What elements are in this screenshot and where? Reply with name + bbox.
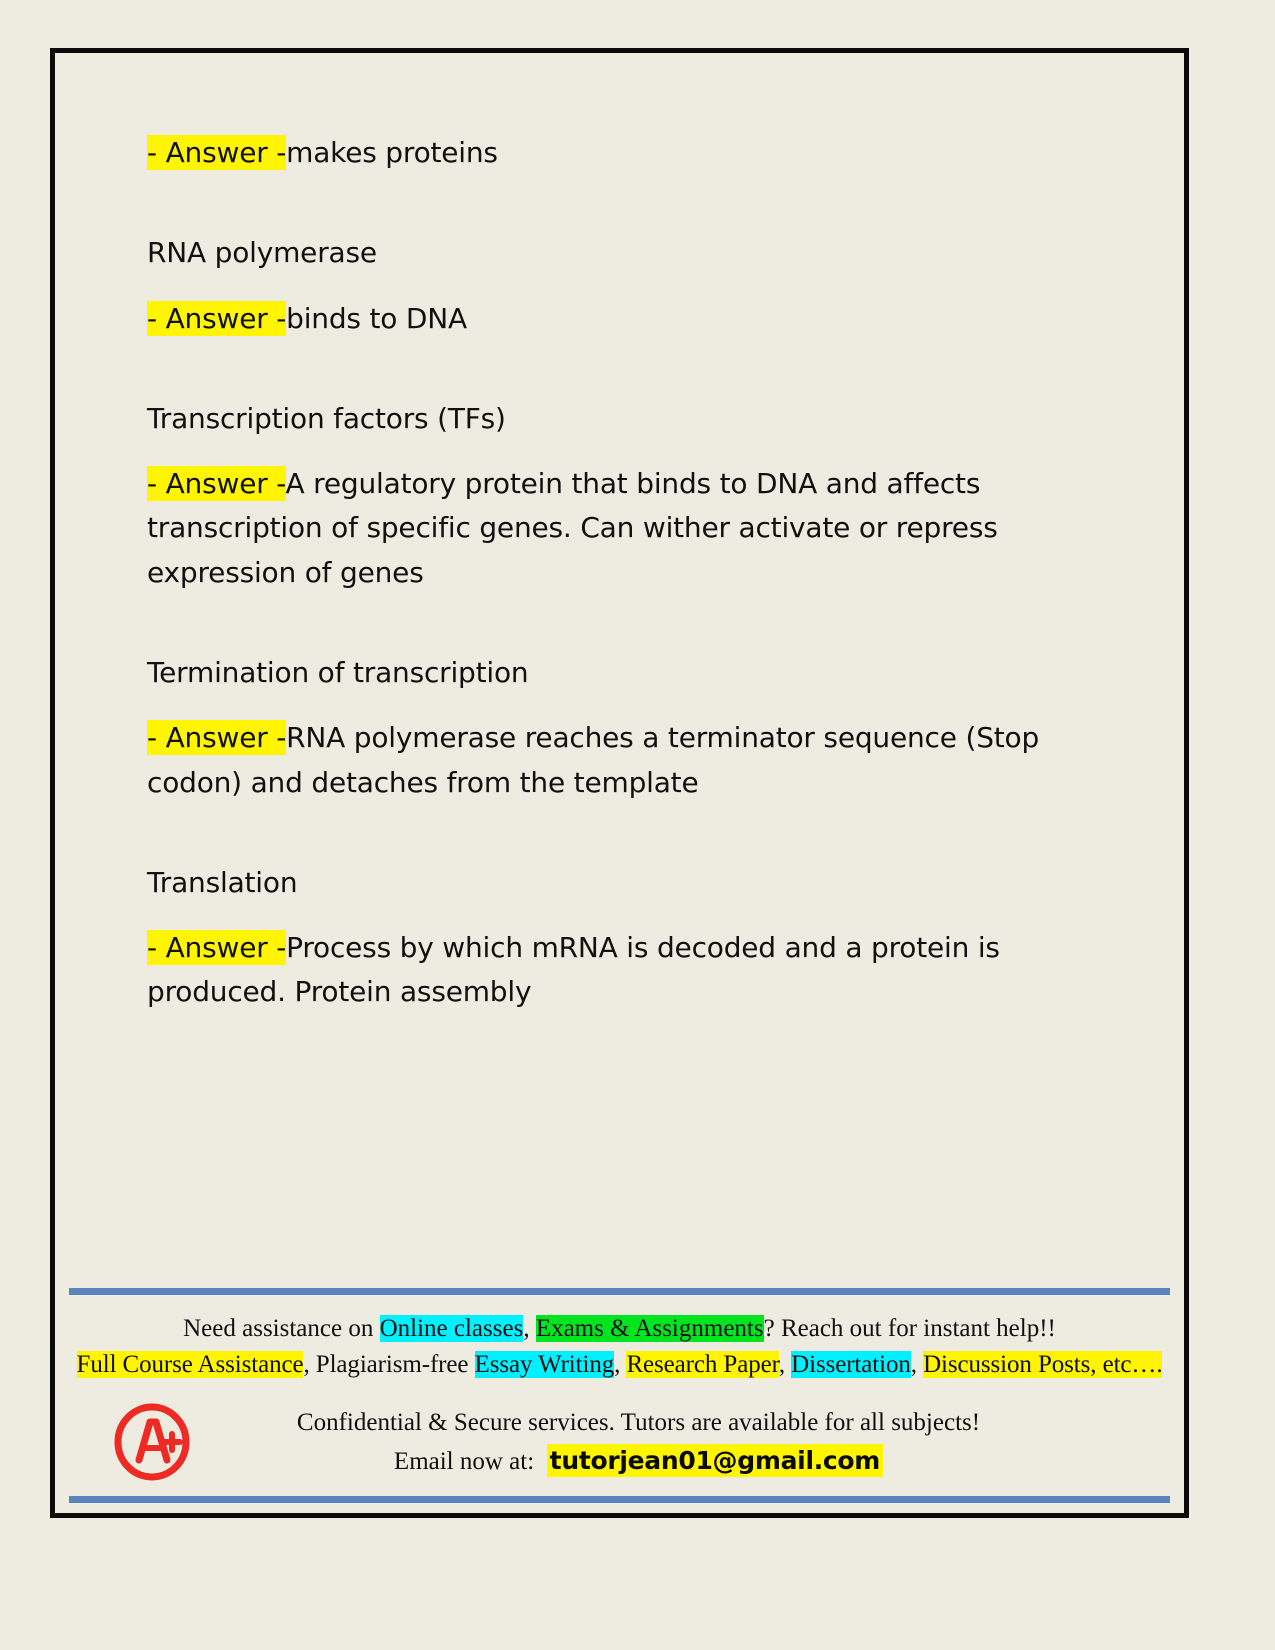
qa-item bbox=[147, 231, 1097, 341]
promo-highlight-full-course-assistance: Full Course Assistance bbox=[76, 1350, 304, 1378]
answer-tag: - Answer - bbox=[147, 721, 287, 755]
contact-text-block bbox=[227, 1404, 1170, 1480]
promo-line-services bbox=[69, 1311, 1170, 1347]
answer-tag: - Answer - bbox=[147, 931, 287, 965]
promo-footer bbox=[69, 1288, 1170, 1503]
promo-text-4: , Plagiarism-free bbox=[303, 1350, 475, 1378]
answer-text bbox=[147, 462, 1097, 595]
promo-text-7: , bbox=[910, 1350, 924, 1378]
answer-text bbox=[147, 716, 1097, 804]
confidential-line: Confidential & Secure services. Tutors are available for all subjects! bbox=[296, 1409, 981, 1436]
promo-text-3: ? Reach out for instant help!! bbox=[763, 1315, 1056, 1342]
promo-text-1: Need assistance on bbox=[183, 1315, 380, 1342]
answer-text bbox=[147, 926, 1097, 1014]
contact-row bbox=[69, 1400, 1170, 1484]
promo-highlight-dissertation: Dissertation bbox=[791, 1350, 911, 1378]
a-plus-grade-icon bbox=[109, 1400, 195, 1484]
term-label: Transcription factors (TFs) bbox=[147, 401, 506, 435]
answer-body: Process by which mRNA is decoded and a protein is produced. Protein assembly bbox=[147, 931, 1000, 1009]
answer-tag: - Answer - bbox=[147, 301, 287, 335]
term-label: Termination of transcription bbox=[147, 655, 529, 689]
qa-item bbox=[147, 131, 1097, 175]
promo-line-offerings bbox=[69, 1347, 1170, 1383]
answer-body: A regulatory protein that binds to DNA and affects transcription of specific genes. Can wither activate or repress expression of genes bbox=[147, 467, 998, 589]
promo-text-5: , bbox=[614, 1350, 627, 1378]
promo-highlight-discussion-posts: Discussion Posts, etc…. bbox=[923, 1350, 1163, 1378]
promo-highlight-exams-assignments: Exams & Assignments bbox=[535, 1315, 764, 1342]
qa-item bbox=[147, 397, 1097, 595]
footer-divider-bottom bbox=[69, 1496, 1170, 1503]
document-body bbox=[147, 131, 1097, 1071]
term-label: Translation bbox=[147, 865, 298, 899]
email-label: Email now at: bbox=[393, 1447, 535, 1475]
promo-text-2: , bbox=[523, 1315, 536, 1342]
a-plus-logo bbox=[77, 1400, 227, 1484]
term-label: RNA polymerase bbox=[147, 236, 377, 270]
email-address[interactable]: tutorjean01@gmail.com bbox=[547, 1444, 883, 1477]
answer-body: binds to DNA bbox=[286, 301, 467, 335]
promo-highlight-essay-writing: Essay Writing bbox=[474, 1350, 615, 1378]
email-line bbox=[227, 1442, 1050, 1481]
qa-item bbox=[147, 651, 1097, 805]
answer-tag: - Answer - bbox=[147, 136, 287, 169]
document-page bbox=[50, 48, 1189, 1518]
answer-text bbox=[147, 131, 1097, 175]
answer-body: makes proteins bbox=[286, 136, 498, 169]
footer-divider-top bbox=[69, 1288, 1170, 1295]
promo-highlight-research-paper: Research Paper bbox=[626, 1350, 779, 1378]
answer-tag: - Answer - bbox=[147, 467, 286, 501]
qa-item bbox=[147, 861, 1097, 1015]
promo-highlight-online-classes: Online classes bbox=[379, 1315, 524, 1342]
answer-body: RNA polymerase reaches a terminator sequence (Stop codon) and detaches from the template bbox=[147, 721, 1040, 799]
answer-text bbox=[147, 297, 1097, 341]
promo-text-6: , bbox=[778, 1350, 792, 1378]
